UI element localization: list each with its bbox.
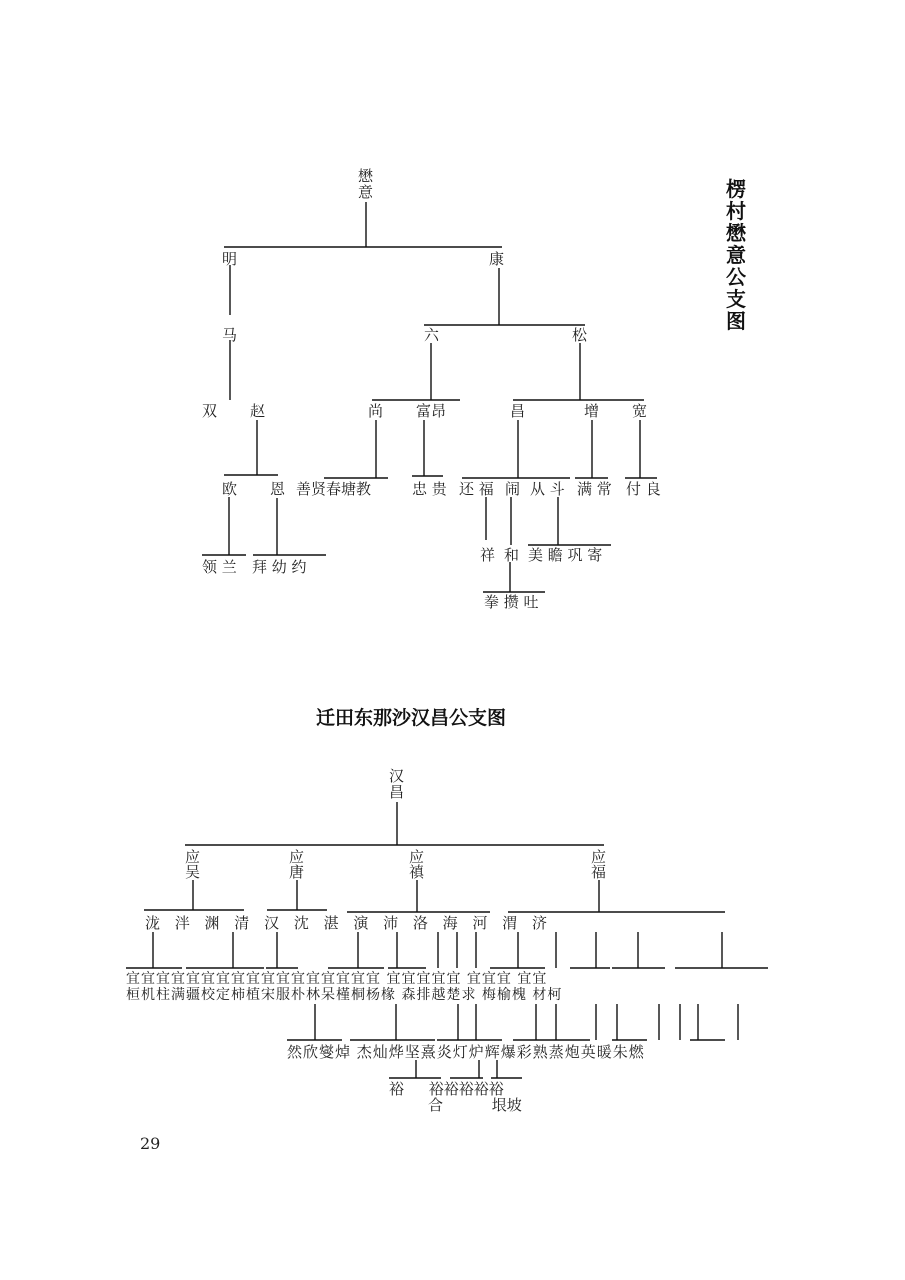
node-shanxian: 善贤春塘教: [296, 480, 372, 498]
node-fuliang: 付 良: [626, 480, 661, 498]
node-ou: 欧: [222, 480, 238, 498]
tree2-title: 迁田东那沙汉昌公支图: [316, 707, 507, 729]
node-quanzan: 拳 攒 吐: [484, 593, 539, 611]
node-manchang: 满 常: [577, 480, 612, 498]
node-yingwu: 应吴: [185, 848, 201, 881]
node-liu: 六: [424, 326, 440, 344]
node-he: 和: [504, 546, 520, 564]
node-zhao: 赵: [250, 402, 266, 420]
node-fuang: 富昂: [416, 402, 447, 420]
node-congdou: 从 斗: [530, 480, 565, 498]
node-shuang: 双: [202, 402, 218, 420]
node-xiang: 祥: [480, 546, 496, 564]
tree1-title: 楞村懋意公支图: [726, 177, 746, 333]
tree1-root: 懋意: [358, 167, 374, 201]
node-ma: 马: [222, 326, 238, 344]
node-chang: 昌: [510, 402, 526, 420]
node-yingzhen: 应禛: [409, 848, 425, 881]
node-ming: 明: [222, 250, 238, 268]
gen4-row-top: 宜宜宜宜宜宜宜宜宜宜宜宜宜宜宜宜宜 宜宜宜宜宜 宜宜宜 宜宜: [126, 971, 548, 987]
node-yingfu: 应福: [591, 848, 607, 881]
gen4-row-bottom: 桓机柱满疆校定柿植宋服朴林呆槿桐杨椽 森排越楚求 梅榆槐 材柯: [126, 987, 563, 1003]
gen5-row: 然欣燮焯 杰灿烨坚熹炎灯炉辉爆彩熟蒸炮英暖朱燃: [287, 1043, 645, 1061]
gen6-row-a: 裕 裕裕裕裕裕: [389, 1080, 504, 1098]
node-meizhan: 美 瞻 巩 寄: [528, 546, 603, 564]
node-shang: 尚: [368, 402, 384, 420]
node-zeng: 增: [584, 402, 600, 420]
node-zhonggui: 忠 贵: [412, 480, 447, 498]
tree2-root: 汉昌: [389, 767, 405, 801]
gen3-row: 泷 泮 渊 清 汉 沈 湛 演 沛 洛 海 河 渭 济: [145, 914, 547, 932]
gen6-row-b: 合 垠坡: [428, 1096, 522, 1114]
node-song: 松: [572, 326, 588, 344]
node-kang: 康: [489, 250, 505, 268]
page-number: 29: [140, 1134, 161, 1153]
node-en: 恩: [270, 480, 286, 498]
node-yingtang: 应唐: [289, 848, 305, 881]
node-nao: 闹: [505, 480, 521, 498]
node-linglan: 领 兰: [202, 558, 237, 576]
node-baiyouyue: 拜 幼 约: [252, 558, 307, 576]
node-kuan: 宽: [632, 402, 648, 420]
node-huanfu: 还 福: [459, 480, 494, 498]
